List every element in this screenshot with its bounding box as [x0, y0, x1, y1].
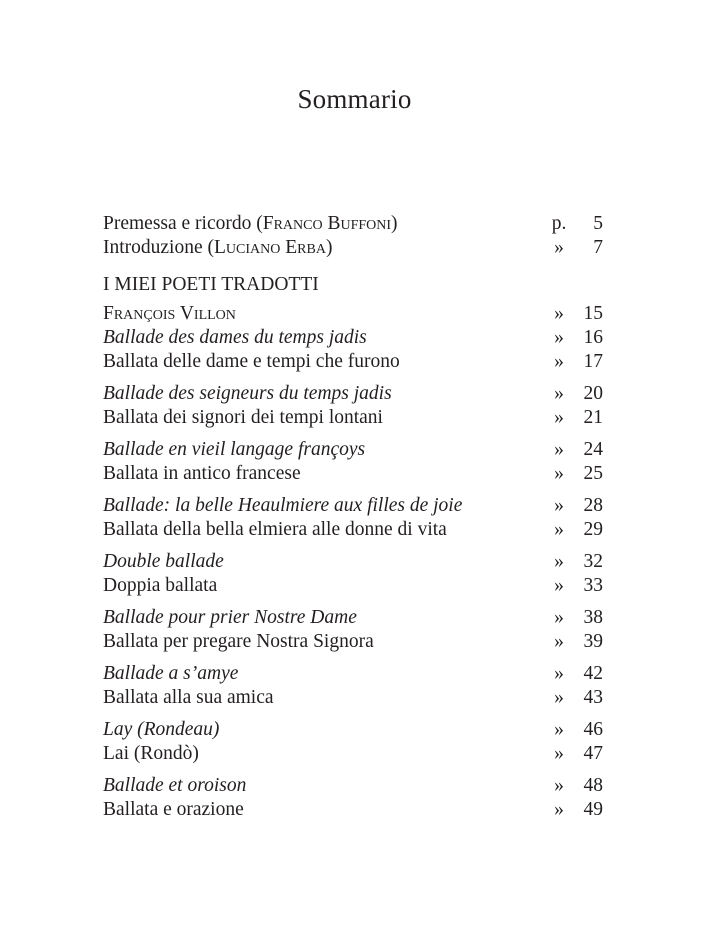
toc-entry-original[interactable] [103, 550, 603, 574]
page-marker: » [554, 237, 564, 258]
page-marker: » [554, 575, 564, 596]
page-number: 39 [583, 631, 603, 652]
entry-label: Ballata delle dame e tempi che furono [103, 351, 400, 372]
page-number: 33 [583, 575, 603, 596]
entry-label: Doppia ballata [103, 575, 218, 596]
entry-label: Introduzione (Luciano Erba) [103, 237, 333, 258]
page-marker: » [554, 407, 564, 428]
page-number: 7 [593, 237, 603, 258]
page-number: 46 [583, 719, 603, 740]
page-marker: » [554, 439, 564, 460]
toc-entry-translation[interactable] [103, 462, 603, 486]
toc-entry-original[interactable] [103, 774, 603, 798]
group-gap [103, 486, 603, 494]
toc-entry-author[interactable] [103, 302, 603, 326]
toc-entry-translation[interactable] [103, 742, 603, 766]
toc-entry-original[interactable] [103, 662, 603, 686]
toc-entry-original[interactable] [103, 382, 603, 406]
entry-label: Lai (Rondò) [103, 743, 199, 764]
page-marker: » [554, 799, 564, 820]
page-marker: » [554, 687, 564, 708]
page-number: 32 [583, 551, 603, 572]
page-marker: » [554, 551, 564, 572]
entry-label: Ballata della bella elmiera alle donne di vita [103, 519, 447, 540]
group-gap [103, 430, 603, 438]
group-gap [103, 374, 603, 382]
entry-label: Ballata e orazione [103, 799, 244, 820]
group-gap [103, 766, 603, 774]
section-heading: I MIEI POETI TRADOTTI [103, 274, 319, 295]
toc-entry-original[interactable] [103, 718, 603, 742]
group-gap [103, 598, 603, 606]
page-number: 48 [583, 775, 603, 796]
page-number: 38 [583, 607, 603, 628]
page-number: 16 [583, 327, 603, 348]
toc-entry-premessa[interactable] [103, 212, 603, 236]
page-number: 15 [583, 303, 603, 324]
page-number: 49 [583, 799, 603, 820]
entry-label: Ballata in antico francese [103, 463, 301, 484]
toc-entry-translation[interactable] [103, 350, 603, 374]
toc-entry-original[interactable] [103, 606, 603, 630]
author-name: Franco Buffoni [262, 213, 392, 234]
entry-label: Ballade a s’amye [103, 663, 239, 684]
page-marker: » [554, 519, 564, 540]
entry-label: Premessa e ricordo (Franco Buffoni) [103, 213, 398, 234]
entry-label: Ballata alla sua amica [103, 687, 274, 708]
group-gap [103, 710, 603, 718]
entry-label: Ballade et oroison [103, 775, 247, 796]
page-marker: » [554, 631, 564, 652]
toc-entry-translation[interactable] [103, 798, 603, 822]
page-title: Sommario [297, 84, 412, 114]
entry-label: Lay (Rondeau) [103, 719, 220, 740]
page-number: 25 [583, 463, 603, 484]
entry-label: Ballata per pregare Nostra Signora [103, 631, 374, 652]
entry-label: Ballade: la belle Heaulmiere aux filles de joie [103, 495, 463, 516]
page-marker: » [554, 607, 564, 628]
page-number: 20 [583, 383, 603, 404]
page-marker: » [554, 383, 564, 404]
toc-entry-translation[interactable] [103, 406, 603, 430]
page-number: 24 [583, 439, 603, 460]
author-name: François Villon [103, 303, 236, 324]
page-marker: » [554, 351, 564, 372]
page-marker: » [554, 495, 564, 516]
page-marker: » [554, 719, 564, 740]
page-number: 47 [583, 743, 603, 764]
page-marker: » [554, 303, 564, 324]
page-number: 28 [583, 495, 603, 516]
page-marker: » [554, 327, 564, 348]
entry-label: Ballade en vieil langage françoys [103, 439, 366, 460]
toc-entry-translation[interactable] [103, 630, 603, 654]
entry-label: Ballata dei signori dei tempi lontani [103, 407, 383, 428]
group-gap [103, 542, 603, 550]
page-marker: » [554, 743, 564, 764]
toc-entry-translation[interactable] [103, 574, 603, 598]
table-of-contents [103, 212, 603, 822]
toc-entry-introduzione[interactable] [103, 236, 603, 260]
entry-label: Double ballade [103, 551, 224, 572]
author-name: Luciano Erba [214, 237, 326, 258]
page-number: 43 [583, 687, 603, 708]
toc-entry-translation[interactable] [103, 686, 603, 710]
group-gap [103, 654, 603, 662]
page-number: 29 [583, 519, 603, 540]
page-number: 17 [583, 351, 603, 372]
entry-label: Ballade des dames du temps jadis [103, 327, 367, 348]
page-number: 42 [583, 663, 603, 684]
toc-entry-original[interactable] [103, 494, 603, 518]
page-marker: p. [551, 213, 567, 234]
page-number: 21 [583, 407, 603, 428]
page-number: 5 [593, 213, 603, 234]
entry-label: Ballade des seigneurs du temps jadis [103, 383, 392, 404]
page-marker: » [554, 775, 564, 796]
page-marker: » [554, 663, 564, 684]
toc-entry-original[interactable] [103, 326, 603, 350]
entry-label: Ballade pour prier Nostre Dame [103, 607, 357, 628]
toc-entry-translation[interactable] [103, 518, 603, 542]
page-marker: » [554, 463, 564, 484]
toc-entry-original[interactable] [103, 438, 603, 462]
